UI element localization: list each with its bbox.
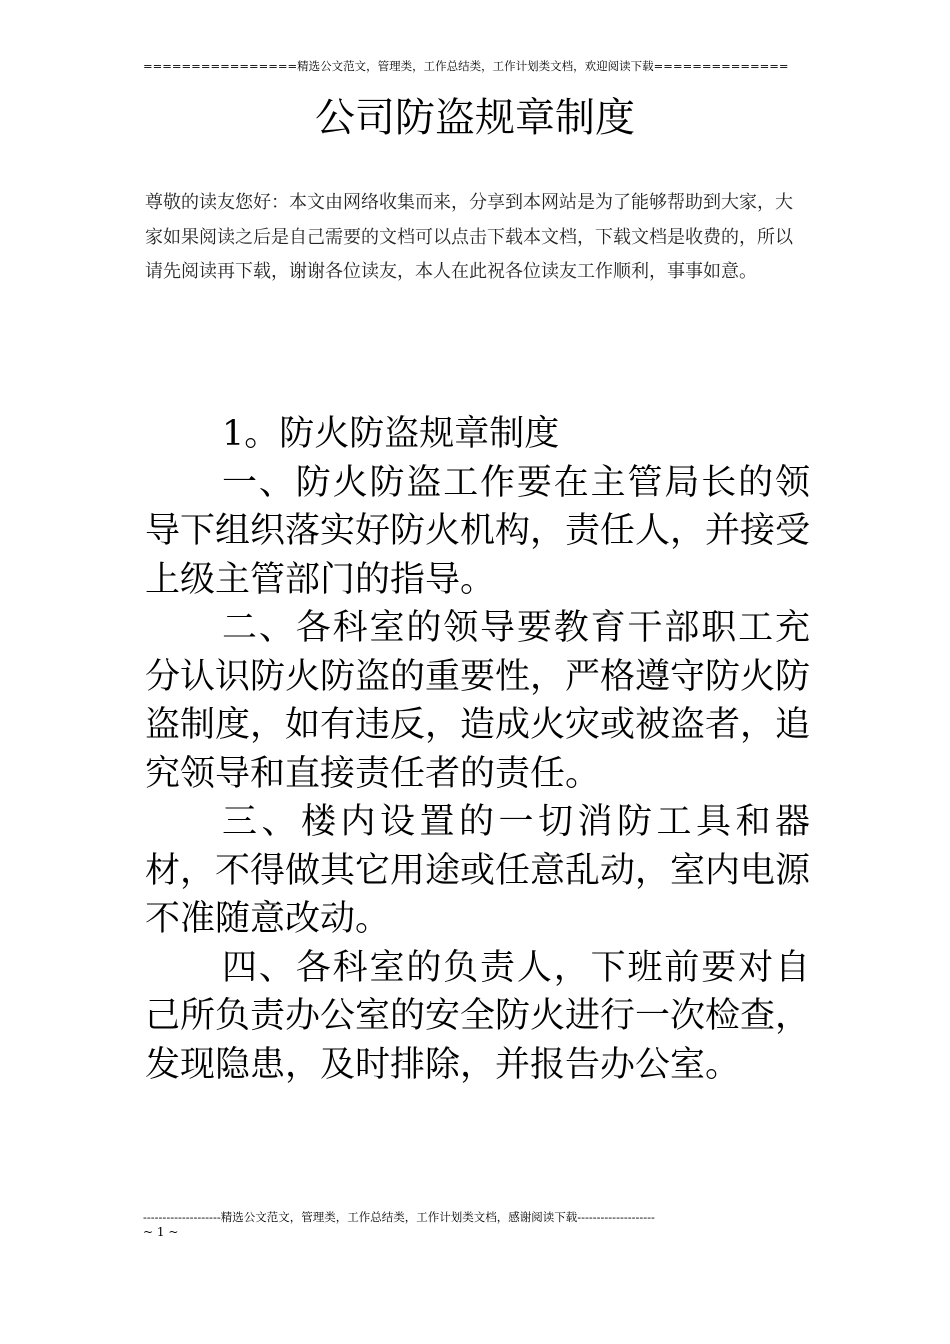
page-number: ~ 1 ~ [143,1225,179,1239]
paragraph-4: 四、各科室的负责人，下班前要对自己所负责办公室的安全防火进行一次检查，发现隐患，及时排除，并报告办公室。 [145,947,811,1085]
footer-banner: --------------------精选公文范文，管理类，工作总结类，工作计划类文档，感谢阅读下载-------------------- [143,1210,655,1224]
paragraph-1: 一、防火防盗工作要在主管局长的领导下组织落实好防火机构，责任人，并接受上级主管部门的指导。 [145,462,811,600]
paragraph-3: 三、楼内设置的一切消防工具和器材，不得做其它用途或任意乱动，室内电源不准随意改动。 [145,802,811,939]
document-title: 公司防盗规章制度 [315,95,635,141]
reader-notice: 尊敬的读友您好：本文由网络收集而来，分享到本网站是为了能够帮助到大家，大家如果阅读之后是自己需要的文档可以点击下载本文档，下载文档是收费的，所以请先阅读再下载，谢谢各位读友，本人在此祝各位读友工作顺利，事事如意。 [145,192,793,282]
paragraph-2: 二、各科室的领导要教育干部职工充分认识防火防盗的重要性，严格遵守防火防盗制度，如有违反，造成火灾或被盗者，追究领导和直接责任者的责任。 [145,608,811,794]
header-banner: ================精选公文范文，管理类，工作总结类，工作计划类文档，欢迎阅读下载============== [143,59,789,73]
document-body [145,410,810,1089]
paragraph-heading: 1。防火防盗规章制度 [222,414,560,454]
